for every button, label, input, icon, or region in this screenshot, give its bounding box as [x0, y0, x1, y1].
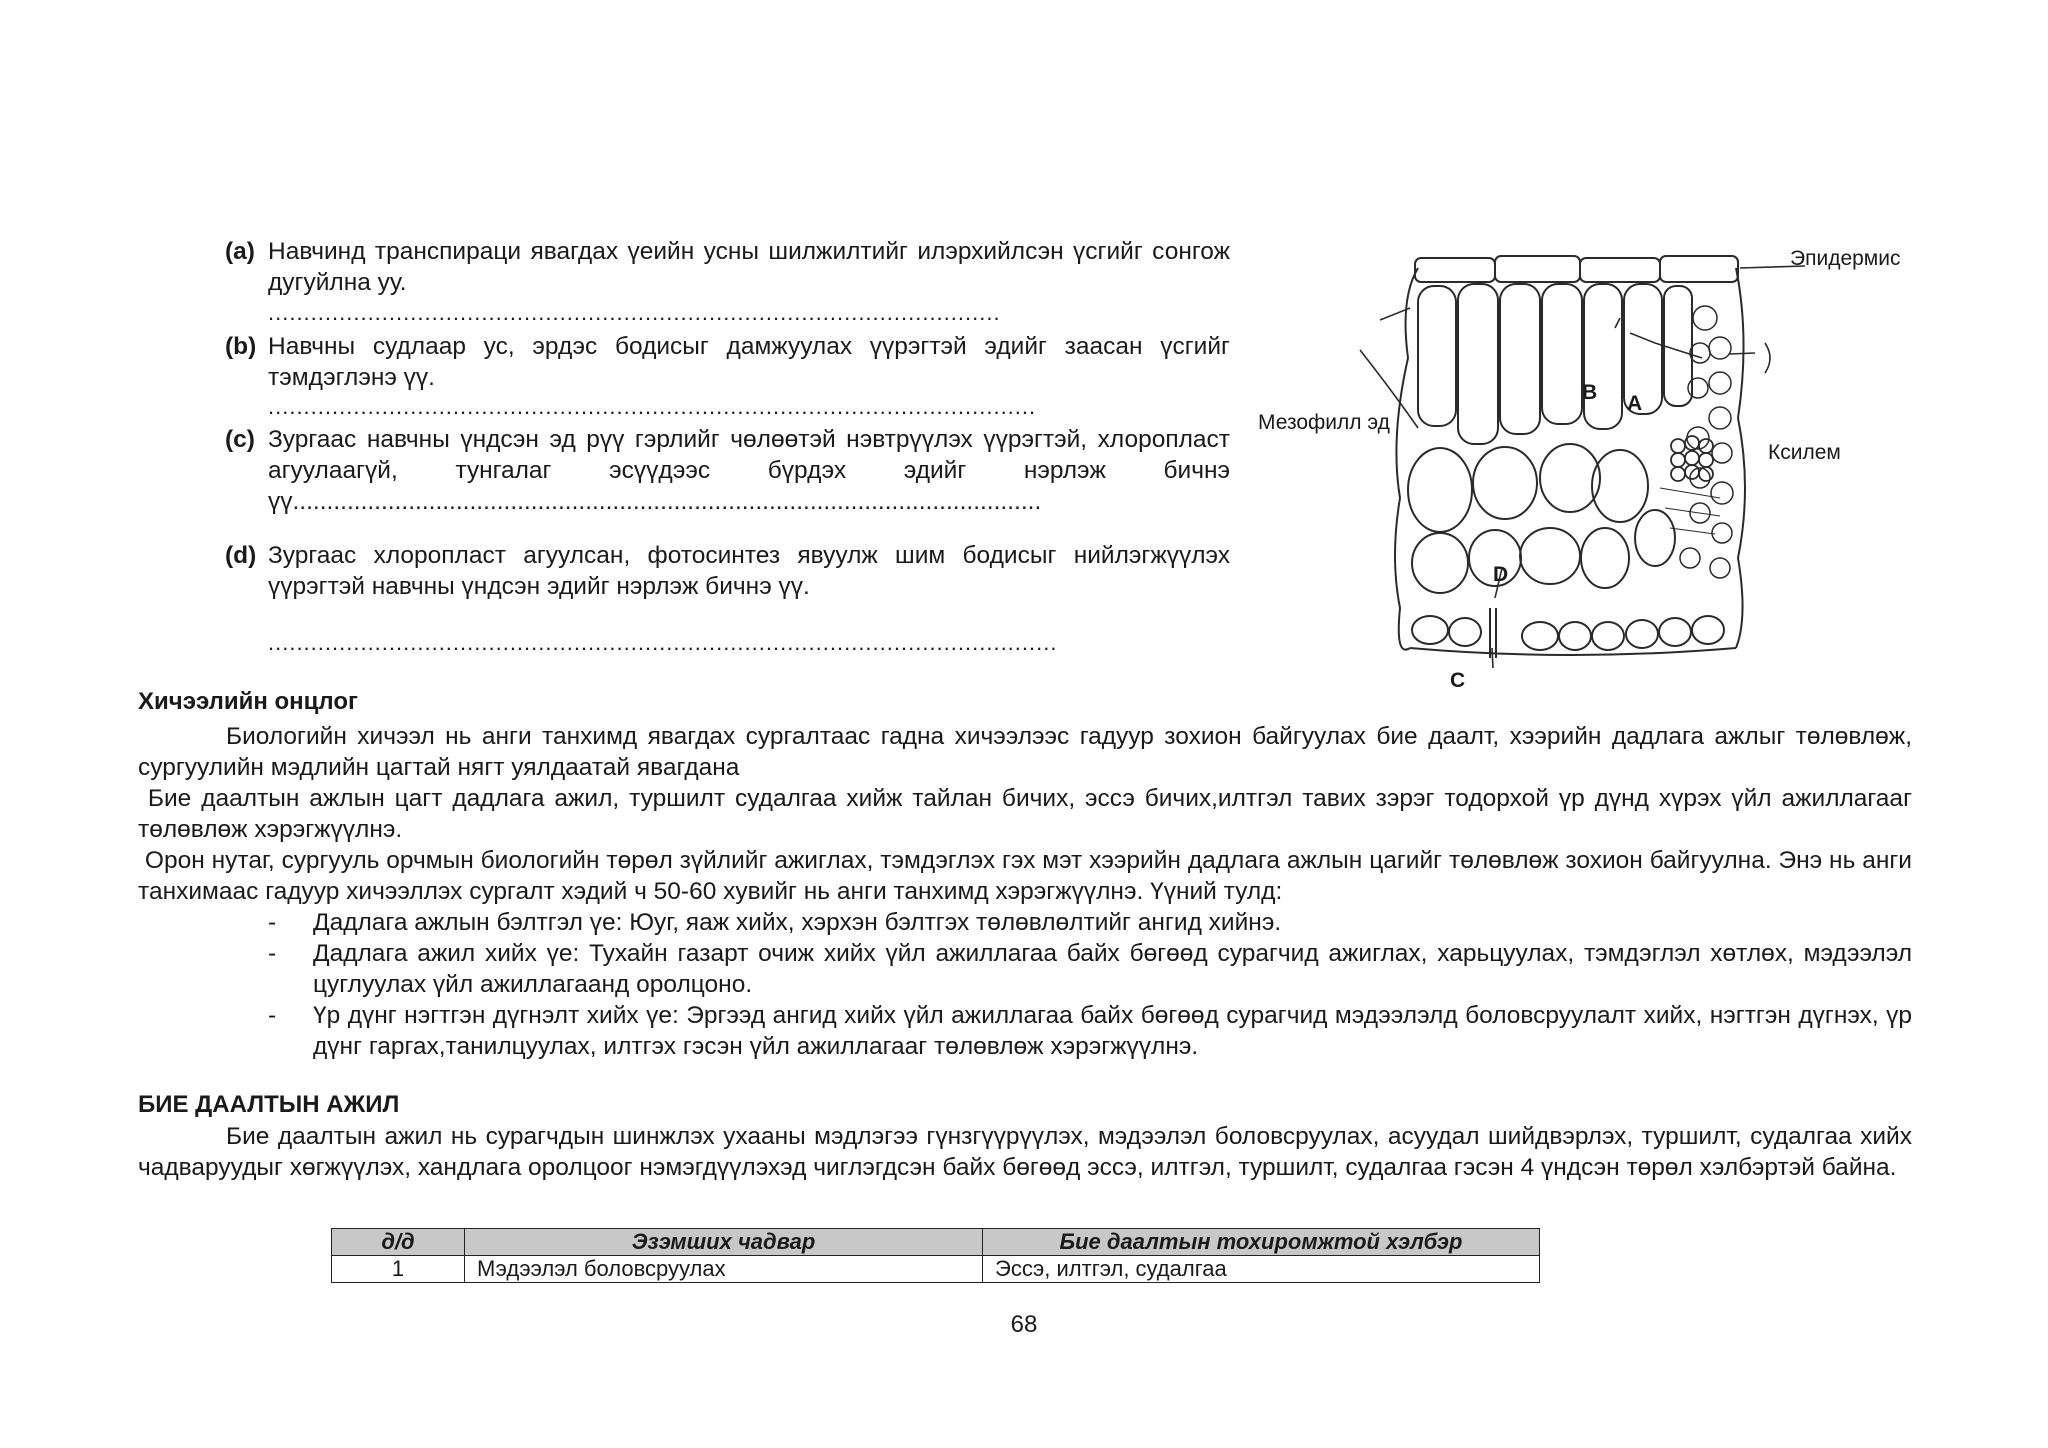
list-item-text: Үр дүнг нэгтгэн дүгнэлт хийх үе: Эргээд ангид хийх үйл ажиллагаа байх бөгөөд сурагчид мэдээлэлд боловсруулалт хийх, нэгтгэн дүгнэх, үр дүнг гаргах,танилцуулах, илтгэх гэсэн үйл ажиллагааг төлөвлөж хэрэгжүүлнэ. [313, 1002, 1912, 1060]
section-heading-independent-work: БИЕ ДААЛТЫН АЖИЛ [138, 1091, 400, 1118]
bullet-dash: - [268, 909, 277, 936]
figure-label-B: B [1582, 381, 1598, 404]
table-cell-number: 1 [332, 1256, 465, 1283]
list-item-text: Дадлага ажил хийх үе: Тухайн газарт очиж хийх үйл ажиллагаа байх бөгөөд сурагчид ажиглах, харьцуулах, тэмдэглэл хөтлөх, мэдээлэл цуглуулах үйл ажиллагаанд оролцоно. [313, 940, 1912, 998]
upper-epidermis-cells [1415, 256, 1738, 282]
section1-paragraph-3: Орон нутаг, сургууль орчмын биологийн төрөл зүйлийг ажиглах, тэмдэглэх гэх мэт хээрийн дадлага ажлын цагийг төлөвлөж зохион байгуулна. Энэ нь анги танхимаас гадуур хичээллэх сургалт хэдий ч 50-60 хувийг нь анги танхимд хэрэгжүүлнэ. Үүний тулд: [138, 847, 1919, 905]
section1-paragraph-1 [138, 721, 1912, 783]
question-d-text: Зургаас хлоропласт агуулсан, фотосинтез явуулж шим бодисыг нийлэгжүүлэх үүрэгтэй навчны үндсэн эдийг нэрлэж бичнэ үү. [268, 542, 1230, 600]
table-cell-skill: Мэдээлэл боловсруулах [465, 1256, 983, 1283]
section1-paragraph-2: Бие даалтын ажлын цагт дадлага ажил, туршилт судалгаа хийж тайлан бичих, эссэ бичих,илтгэл тавих зэрэг тодорхой үр дүнд хүрэх үйл ажиллагааг төлөвлөж хэрэгжүүлнэ. [138, 785, 1919, 843]
list-item [268, 907, 1912, 938]
question-b-answer-line[interactable]: ............................................................................................................ [268, 394, 1037, 419]
palisade-cells [1418, 284, 1692, 444]
bullet-dash: - [268, 940, 277, 967]
table-row [332, 1256, 1540, 1283]
question-b [225, 331, 1230, 393]
question-b-label: (b) [225, 333, 257, 360]
table-header-skill: Эзэмших чадвар [465, 1229, 983, 1256]
practice-stages-list [268, 907, 1912, 1062]
list-item [268, 1000, 1912, 1062]
table-header-form: Бие даалтын тохиромжтой хэлбэр [983, 1229, 1540, 1256]
figure-label-mesophyll: Мезофилл эд [1258, 411, 1390, 434]
section1-p1-text: Биологийн хичээл нь анги танхимд явагдах сургалтаас гадна хичээлээс гадуур зохион байгуулах бие даалт, хээрийн дадлага ажлыг төлөвлөж, сургуулийн мэдлийн цагтай нягт уялдаатай явагдана [138, 723, 1912, 781]
question-a-label: (a) [225, 238, 255, 265]
figure-label-D: D [1493, 563, 1509, 586]
question-c [225, 424, 1230, 517]
page-number: 68 [1010, 1311, 1038, 1338]
spongy-mesophyll-cells [1408, 444, 1675, 593]
table-header-row [332, 1229, 1540, 1256]
list-item [268, 938, 1912, 1000]
table-header-number: д/д [332, 1229, 465, 1256]
question-a-answer-line[interactable]: ....................................................................................................... [268, 300, 1001, 325]
question-d-answer-line[interactable]: ............................................................................................................... [268, 630, 1058, 655]
question-d [225, 540, 1230, 602]
leaf-cross-section-figure [1250, 238, 1820, 700]
figure-label-C: C [1450, 669, 1466, 692]
question-c-label: (c) [225, 426, 255, 453]
figure-label-xylem: Ксилем [1768, 441, 1841, 464]
question-d-label: (d) [225, 542, 257, 569]
section2-p1-text: Бие даалтын ажил нь сурагчдын шинжлэх ухааны мэдлэгээ гүнзгүүрүүлэх, мэдээлэл боловсруулах, асуудал шийдвэрлэх, туршилт, судалгаа хийх чадваруудыг хөгжүүлэх, хандлага оролцоог нэмэгдүүлэхэд чиглэгдсэн байх бөгөөд эссэ, илтгэл, туршилт, судалгаа гэсэн 4 үндсэн төрөл хэлбэртэй байна. [138, 1123, 1912, 1181]
skills-table [331, 1228, 1540, 1283]
figure-label-A: A [1627, 392, 1643, 415]
figure-label-epidermis: Эпидермис [1790, 247, 1901, 270]
table-cell-form: Эссэ, илтгэл, судалгаа [983, 1256, 1540, 1283]
question-b-text: Навчны судлаар ус, эрдэс бодисыг дамжуулах үүрэгтэй эдийг заасан үсгийг тэмдэглэнэ үү. [268, 333, 1230, 391]
list-item-text: Дадлага ажлын бэлтгэл үе: Юуг, яаж хийх, хэрхэн бэлтгэх төлөвлөлтийг ангид хийнэ. [313, 909, 1282, 936]
section-heading-lesson-features: Хичээлийн онцлог [138, 688, 359, 715]
lower-epidermis-cells [1412, 608, 1724, 658]
question-a [225, 236, 1230, 298]
question-a-text: Навчинд транспираци явагдах үеийн усны шилжилтийг илэрхийлсэн үсгийг сонгож дугуйлна уу. [268, 238, 1230, 296]
xylem-cells [1671, 436, 1713, 481]
bullet-dash: - [268, 1002, 277, 1029]
question-c-text: Зургаас навчны үндсэн эд рүү гэрлийг чөлөөтэй нэвтрүүлэх үүрэгтэй, хлоропласт агуулаагүй, тунгалаг эсүүдээс бүрдэх эдийг нэрлэж бичнэ үү.............................................................................................................. [268, 426, 1230, 515]
section2-paragraph-1 [138, 1121, 1912, 1183]
vascular-bundle [1660, 306, 1733, 578]
